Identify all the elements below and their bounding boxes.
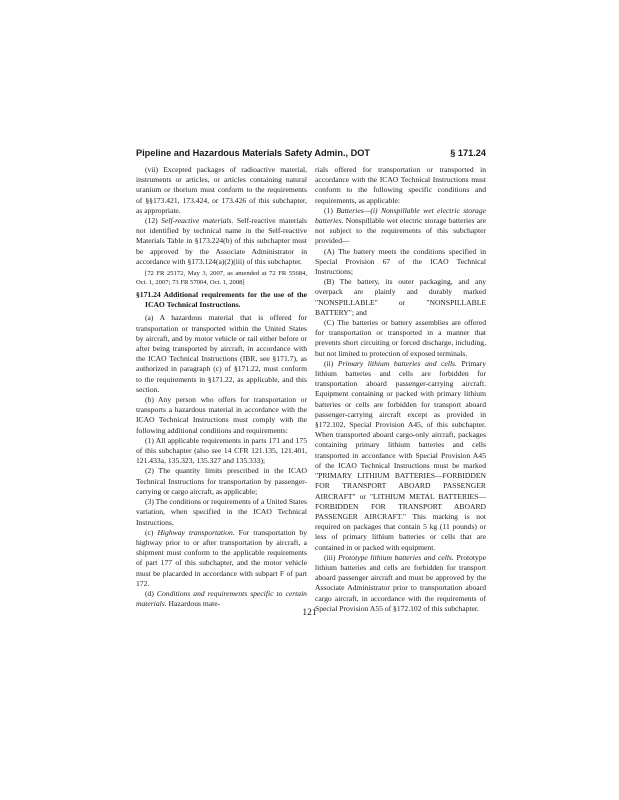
paragraph-A: (A) The battery meets the conditions specified in Special Provision 67 of the ICAO Technical Instructions; [315, 246, 486, 277]
paragraph-italic-heading: Batteries—(i) Nonspillable wet electric storage batteries. [315, 205, 486, 226]
paragraph-italic-heading: Highway transportation. [157, 527, 235, 537]
page-number: 121 [302, 608, 317, 618]
paragraph-label: (c) [145, 527, 158, 537]
paragraph-ii-primary-lithium [315, 359, 486, 553]
section-heading-171-24: §171.24 Additional requirements for the use of the ICAO Technical Instructions. [136, 290, 307, 310]
paragraph-d-continued: rials offered for transportation or transported in accordance with the ICAO Technical Instructions must conform to the following specific conditions and requirements, as applicable: [315, 165, 486, 205]
running-header [136, 148, 486, 162]
paragraph-body: Prototype lithium batteries and cells are forbidden for transport aboard passenger aircraft and must be approved by the Associate Administrator prior to transportation aboard cargo aircraft, in accordance with the requirements of Special Provision A55 of §172.102 of this subchapter. [315, 552, 486, 613]
paragraph-b2: (2) The quantity limits prescribed in the ICAO Technical Instructions for transportation by passenger-carrying or cargo aircraft, as applicable; [136, 466, 307, 496]
paragraph-italic-heading: Self-reactive materials. [161, 216, 234, 226]
amendment-citation: [72 FR 25172, May 3, 2007, as amended at 72 FR 55684, Oct. 1, 2007; 73 FR 57004, Oct. 1, 2008] [136, 270, 307, 287]
paragraph-body: Hazardous mate- [166, 599, 221, 609]
paragraph-body: Self-reactive materials not identified by technical name in the Self-reactive Materials Table in §173.224(b) of this subchapter must be approved by the Associate Administrator in accordance with §173.124(a)(2)(iii) of this subchapter. [136, 216, 307, 266]
paragraph-C: (C) The batteries or battery assemblies are offered for transportation or transported in a manner that prevents short circuiting or forced discharge, including, but not limited to protection of exposed terminals. [315, 318, 486, 358]
paragraph-12-self-reactive [136, 216, 307, 267]
paragraph-label: (ii) [324, 358, 338, 368]
paragraph-c-highway [136, 528, 307, 589]
paragraph-d-conditions [136, 589, 307, 609]
right-column [315, 165, 486, 614]
paragraph-b3: (3) The conditions or requirements of a United States variation, when specified in the ICAO Technical Instructions. [136, 497, 307, 527]
paragraph-label: (1) [324, 205, 337, 215]
paragraph-b: (b) Any person who offers for transportation or transports a hazardous material in accordance with the ICAO Technical Instructions must comply with the following additional conditions and requirements: [136, 395, 307, 435]
paragraph-body: For transportation by highway prior to or after transportation by aircraft, a shipment must conform to the applicable requirements of part 177 of this subchapter, and the motor vehicle must be placarded in accordance with subpart F of part 172. [136, 527, 307, 588]
paragraph-italic-heading: Conditions and requirements specific to certain materials. [136, 588, 307, 609]
paragraph-iii-prototype-lithium [315, 553, 486, 614]
paragraph-B: (B) The battery, its outer packaging, and any overpack are plainly and durably marked "NONSPILLABLE" or "NONSPILLABLE BATTERY"; and [315, 277, 486, 317]
paragraph-vii-excepted-packages: (vii) Excepted packages of radioactive material, instruments or articles, or articles containing natural uranium or thorium must conform to the requirements of §§173.421, 173.424, or 173.426 of this subchapter, as appropriate. [136, 165, 307, 215]
running-header-agency: Pipeline and Hazardous Materials Safety Admin., DOT [136, 148, 370, 158]
paragraph-1-batteries [315, 206, 486, 247]
left-column [136, 165, 307, 609]
paragraph-label: (d) [145, 588, 157, 598]
paragraph-b1: (1) All applicable requirements in parts 171 and 175 of this subchapter (also see 14 CFR 121.135, 121.401, 121.433a, 135.323, 135.327 and 135.333); [136, 435, 307, 466]
paragraph-italic-heading: Primary lithium batteries and cells. [337, 358, 457, 368]
paragraph-italic-heading: Prototype lithium batteries and cells. [338, 552, 454, 562]
running-header-section: § 171.24 [450, 148, 486, 158]
paragraph-body: Primary lithium batteries and cells are forbidden for transportation aboard passenger-carrying aircraft. Equipment containing or packed with primary lithium batteries or cells are forbidden for transport aboard passenger-carrying aircraft except as provided in §172.102, Special Provision A45, of this subchapter. When transported aboard cargo-only aircraft, packages containing primary lithium batteries and cells transported in accordance with Special Provision A45 of the ICAO Technical Instructions must be marked "PRIMARY LITHIUM BATTERIES—FORBIDDEN FOR TRANSPORT ABOARD PASSENGER AIRCRAFT" or "LITHIUM METAL BATTERIES—FORBIDDEN FOR TRANSPORT ABOARD PASSENGER AIRCRAFT." This marking is not required on packages that contain 5 kg (11 pounds) or less of primary lithium batteries or cells that are contained in or packed with equipment. [315, 358, 486, 552]
paragraph-label: (12) [145, 216, 162, 226]
paragraph-a: (a) A hazardous material that is offered for transportation or transported within the United States by aircraft, and by motor vehicle or rail either before or after being transported by aircraft, in accordance with the ICAO Technical Instructions (IBR, see §171.7), as authorized in paragraph (c) of §171.22, must conform to the requirements in §171.22, as applicable, and this section. [136, 313, 307, 394]
paragraph-body: Nonspillable wet electric storage batteries are not subject to the requirements of this subchapter provided— [315, 216, 486, 246]
paragraph-label: (iii) [324, 552, 339, 562]
